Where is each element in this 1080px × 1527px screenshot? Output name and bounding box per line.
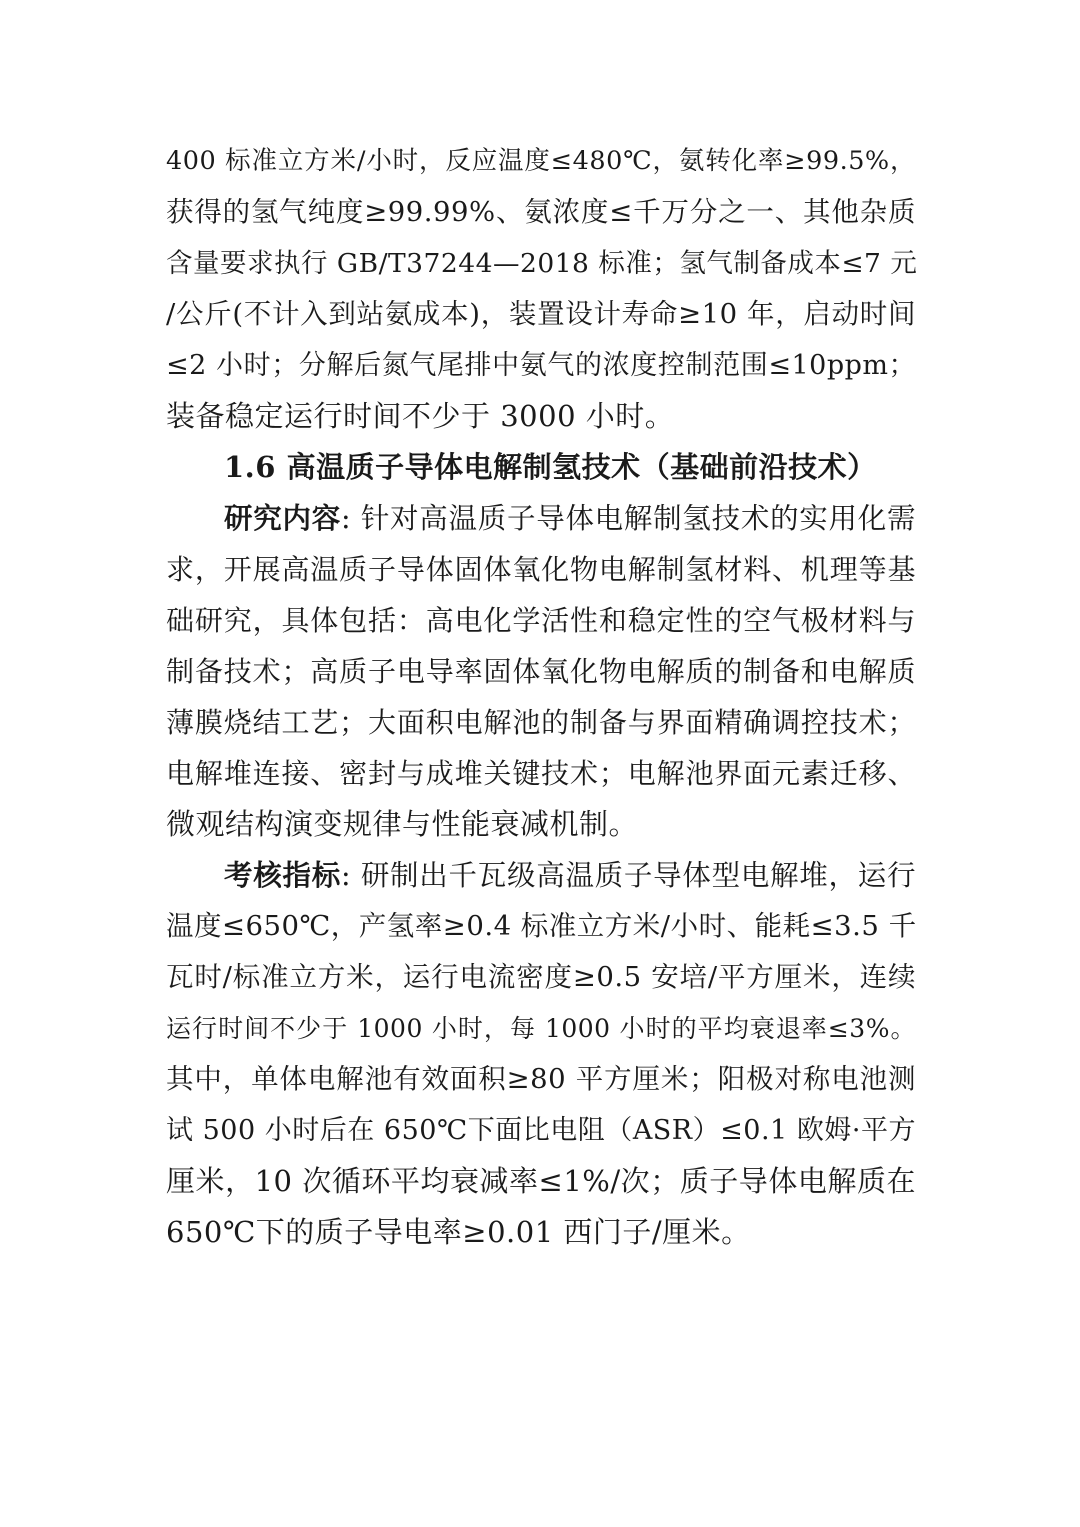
text-line: 础研究，具体包括：高电化学活性和稳定性的空气极材料与 <box>166 604 916 637</box>
research-first-line <box>166 493 916 544</box>
text-line: ≤2 小时；分解后氮气尾排中氨气的浓度控制范围≤10ppm； <box>166 350 916 381</box>
section-title: 高温质子导体电解制氢技术（基础前沿技术） <box>286 450 877 484</box>
paragraph-continuation <box>166 136 916 1258</box>
text-line: 其中，单体电解池有效面积≥80 平方厘米；阳极对称电池测 <box>166 1063 916 1095</box>
text-line: 薄膜烧结工艺；大面积电解池的制备与界面精确调控技术； <box>166 706 916 739</box>
text-line: 微观结构演变规律与性能衰减机制。 <box>166 807 639 841</box>
text-line: 装备稳定运行时间不少于 3000 小时。 <box>166 399 675 433</box>
text-line: 含量要求执行 GB/T37244—2018 标准；氢气制备成本≤7 元 <box>166 248 918 279</box>
text-line: 650℃下的质子导电率≥0.01 西门子/厘米。 <box>166 1215 751 1249</box>
text-line: 运行时间不少于 1000 小时，每 1000 小时的平均衰退率≤3%。 <box>166 1014 916 1043</box>
text-line: 400 标准立方米/小时，反应温度≤480℃，氨转化率≥99.5%， <box>166 146 916 176</box>
assessment-label: 考核指标 <box>224 858 341 892</box>
text-line: 电解堆连接、密封与成堆关键技术；电解池界面元素迁移、 <box>166 757 916 790</box>
text-line: 厘米，10 次循环平均衰减率≤1%/次；质子导体电解质在 <box>166 1164 916 1198</box>
assessment-first-text: : 研制出千瓦级高温质子导体型电解堆，运行 <box>340 859 916 892</box>
text-line: /公斤(不计入到站氨成本)，装置设计寿命≥10 年，启动时间 <box>166 298 916 330</box>
text-line: 制备技术；高质子电导率固体氧化物电解质的制备和电解质 <box>166 655 916 688</box>
assessment-first-line <box>166 850 916 901</box>
text-line: 瓦时/标准立方米，运行电流密度≥0.5 安培/平方厘米，连续 <box>166 961 916 993</box>
research-label: 研究内容 <box>224 501 341 535</box>
text-line: 温度≤650℃，产氢率≥0.4 标准立方米/小时、能耗≤3.5 千 <box>166 910 917 942</box>
text-line: 获得的氢气纯度≥99.99%、氨浓度≤千万分之一、其他杂质 <box>166 196 916 228</box>
text-line: 求，开展高温质子导体固体氧化物电解制氢材料、机理等基 <box>166 553 916 586</box>
section-number: 1.6 <box>224 450 276 484</box>
section-heading <box>166 442 916 493</box>
text-line: 试 500 小时后在 650℃下面比电阻（ASR）≤0.1 欧姆·平方 <box>166 1115 916 1146</box>
research-first-text: : 针对高温质子导体电解制氢技术的实用化需 <box>340 502 916 535</box>
